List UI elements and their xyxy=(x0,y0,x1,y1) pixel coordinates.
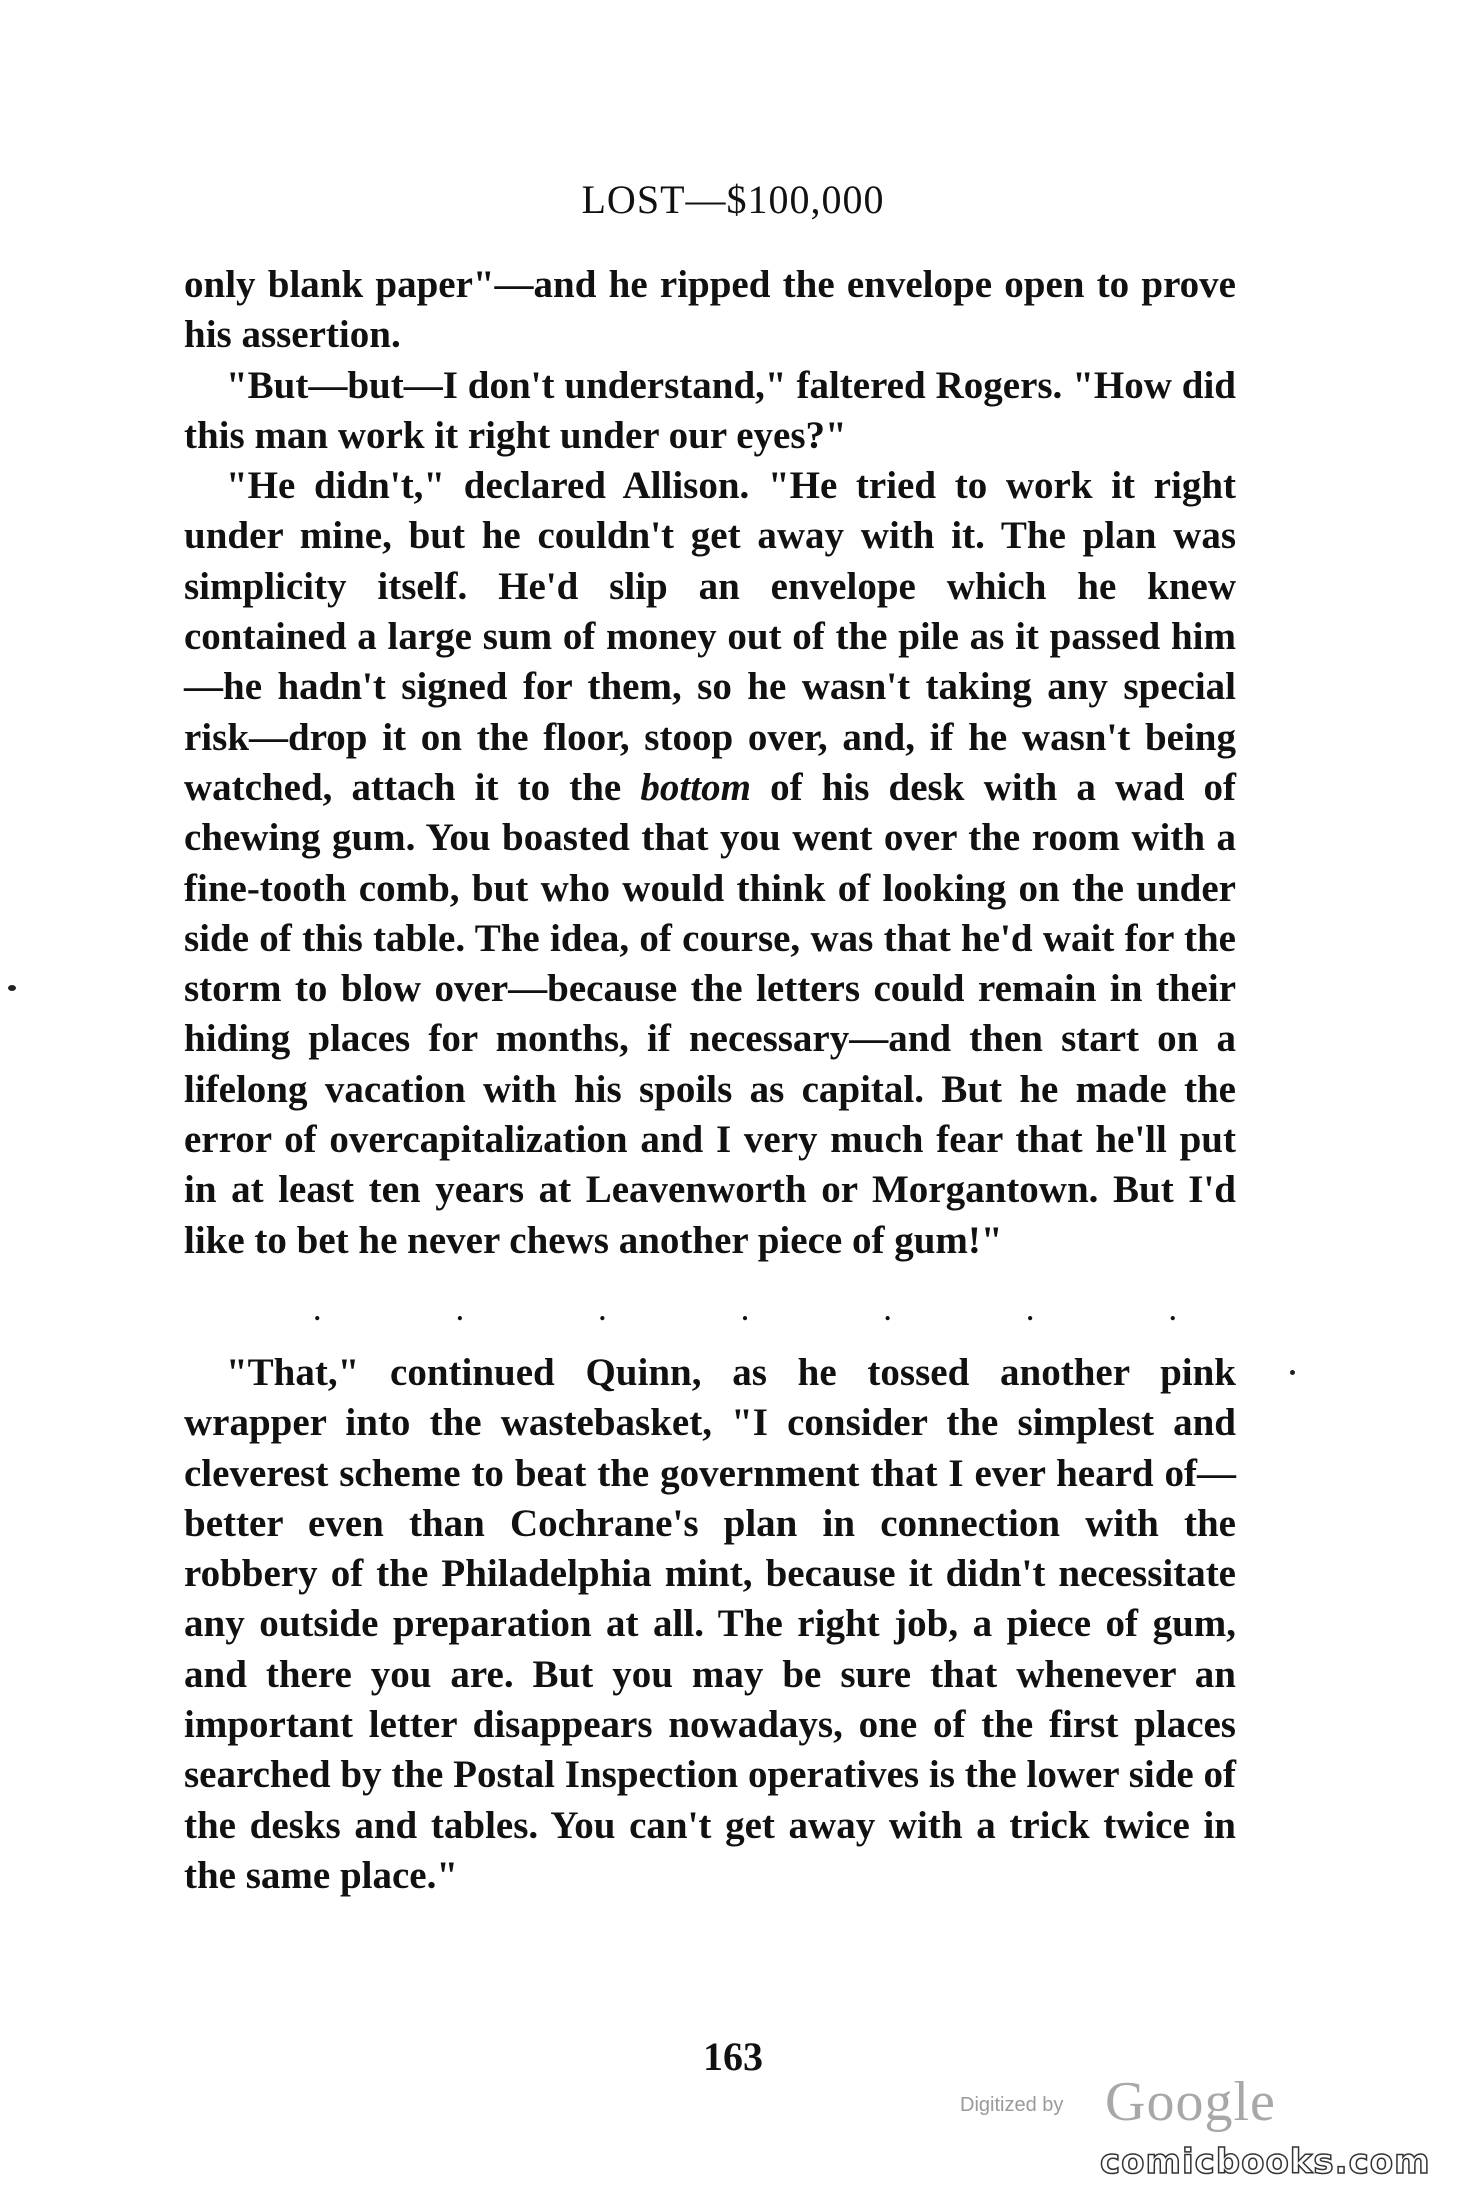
paragraph-3 xyxy=(184,461,1236,1266)
section-break-dot: . xyxy=(741,1296,749,1326)
section-break-dot: . xyxy=(1169,1296,1176,1326)
body-text xyxy=(184,260,1236,1901)
paragraph-3-part-2: of his desk with a wad of chewing gum. You boasted that you went over the room with a fine-tooth comb, but who would think of looking on the under side of this table. The idea, of course, was that he'd wait for the storm to blow over—because the letters could remain in their hiding places for months, if necessary—and then start on a lifelong vacation with his spoils as capital. But he made the error of overcapitalization and I very much fear that he'll put in at least ten years at Leavenworth or Morgantown. But I'd like to bet he never chews another piece of gum!" xyxy=(184,765,1237,1262)
paragraph-1: only blank paper"—and he ripped the envelope open to prove his assertion. xyxy=(184,263,1236,357)
paragraph-3-part-1: "He didn't," declared Allison. "He tried to work it right under mine, but he couldn't get away with it. The plan was simplicity itself. He'd slip an envelope which he knew contained a large sum of money out of the pile as it passed him—he hadn't signed for them, so he wasn't taking any special risk—drop it on the floor, stoop over, and, if he wasn't being watched, attach it to the xyxy=(184,464,1236,809)
paragraph-4: "That," continued Quinn, as he tossed another pink wrapper into the wastebasket, "I consider the simplest and cleverest scheme to beat the government that I ever heard of—better even than Cochrane's plan in connection with the robbery of the Philadelphia mint, because it didn't necessitate any outside preparation at all. The right job, a piece of gum, and there you are. But you may be sure that whenever an important letter disappears nowadays, one of the first places searched by the Postal Inspection operatives is the lower side of the desks and tables. You can't get away with a trick twice in the same place." xyxy=(184,1350,1236,1897)
running-head: LOST—$100,000 xyxy=(581,177,885,222)
section-break-dot: . xyxy=(599,1296,606,1326)
watermark: comicbooks.com xyxy=(1100,2142,1431,2182)
paragraph-2: "But—but—I don't understand," faltered Rogers. "How did this man work it right under our eyes?" xyxy=(184,363,1236,457)
scan-speck xyxy=(8,985,16,991)
section-break-dot: . xyxy=(314,1296,321,1326)
google-logo: Google xyxy=(1105,2071,1276,2133)
section-break-dot: . xyxy=(1026,1296,1034,1326)
section-break-dot: . xyxy=(456,1296,464,1326)
scan-speck xyxy=(1290,1370,1295,1375)
page-number: 163 xyxy=(703,2034,763,2079)
section-break xyxy=(184,1296,1236,1326)
digitized-by-label: Digitized by xyxy=(960,2094,1064,2116)
emphasis-bottom: bottom xyxy=(640,765,751,809)
section-break-dot: . xyxy=(884,1296,891,1326)
